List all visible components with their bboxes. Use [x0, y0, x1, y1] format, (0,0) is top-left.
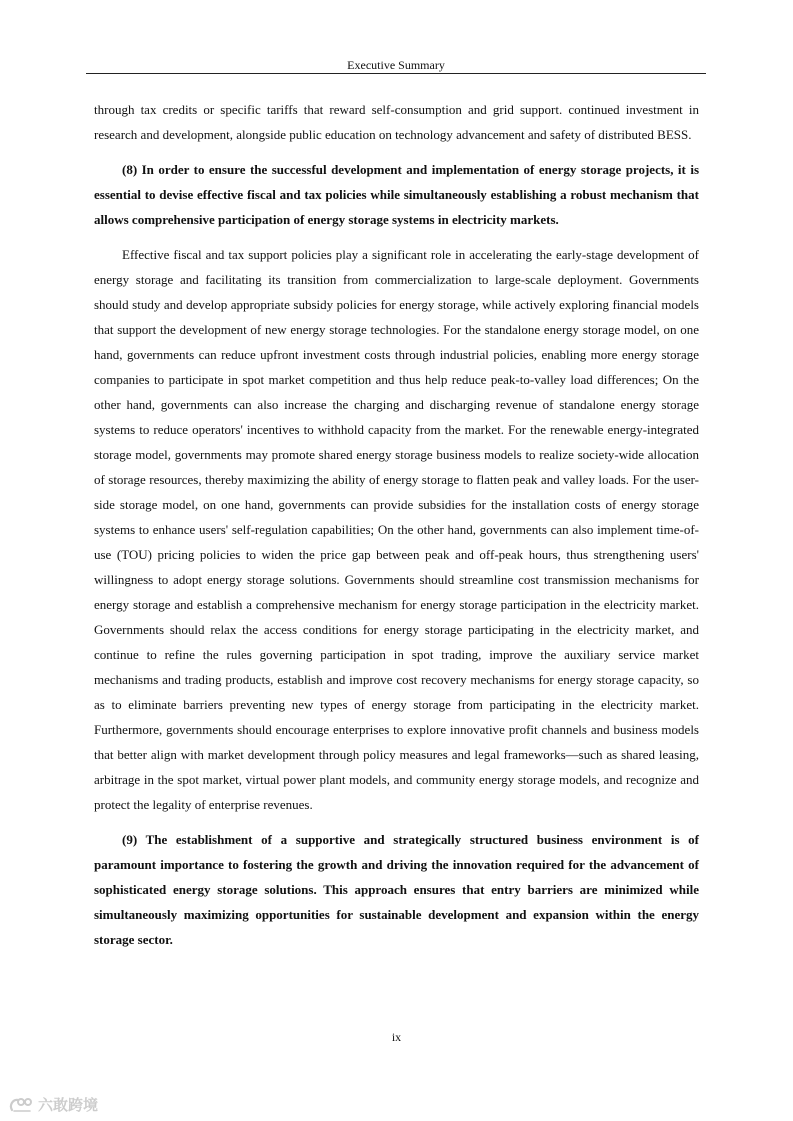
page-number: ix [391, 1030, 402, 1044]
paragraph-continuation: through tax credits or specific tariffs that reward self-consumption and grid support. continued investment in research and development, alongside public education on technology advancement and safety of distributed BESS. [94, 102, 699, 142]
recommendation-8-heading: (8) In order to ensure the successful development and implementation of energy storage projects, it is essential to devise effective fiscal and tax policies while simultaneously establishing a robust mechanism that allows comprehensive participation of energy storage systems in electricity markets. [94, 162, 699, 227]
watermark-text: 六敢跨境 [38, 1096, 99, 1114]
recommendation-9-heading: (9) The establishment of a supportive and strategically structured business environment is of paramount importance to fostering the growth and driving the innovation required for the advancement of sophisticated energy storage solutions. This approach ensures that entry barriers are minimized while simultaneously maximizing opportunities for sustainable development and expansion within the energy storage sector. [94, 832, 699, 947]
header-title: Executive Summary [347, 58, 445, 72]
watermark-logo-icon [8, 1096, 34, 1114]
recommendation-8-body: Effective fiscal and tax support policies play a significant role in accelerating the early-stage development of energy storage and facilitating its transition from commercialization to large-scale deployment. Governments should study and develop appropriate subsidy policies for energy storage, while actively exploring financial models that support the development of new energy storage technologies. For the standalone energy storage model, on one hand, governments can reduce upfront investment costs through industrial policies, enabling more energy storage companies to participate in spot market competition and thus help reduce peak-to-valley load differences; On the other hand, governments can also increase the charging and discharging revenue of standalone energy storage systems to reduce operators' incentives to withhold capacity from the market. For the renewable energy-integrated storage model, governments may promote shared energy storage business models to realize society-wide allocation of storage resources, thereby maximizing the ability of energy storage to flatten peak and valley loads. For the user-side storage model, on one hand, governments can provide subsidies for the installation costs of energy storage systems to enhance users' self-regulation capabilities; On the other hand, governments can also implement time-of-use (TOU) pricing policies to widen the price gap between peak and off-peak hours, thus strengthening users' willingness to adopt energy storage solutions. Governments should streamline cost transmission mechanisms for energy storage and establish a comprehensive mechanism for energy storage participation in the electricity market. Governments should relax the access conditions for energy storage participating in the electricity market, and continue to refine the rules governing participation in spot trading, improve the auxiliary service market mechanisms and trading products, establish and improve cost recovery mechanisms for energy storage capacity, so as to eliminate barriers preventing new types of energy storage from participating in the electricity market. Furthermore, governments should encourage enterprises to explore innovative profit channels and business models that better align with market development through policy measures and legal frameworks—such as shared leasing, arbitrage in the spot market, virtual power plant models, and community energy storage models, and recognize and protect the legality of enterprise revenues. [94, 247, 699, 812]
page-header [86, 58, 706, 74]
watermark [8, 1094, 98, 1115]
document-body [94, 97, 699, 952]
